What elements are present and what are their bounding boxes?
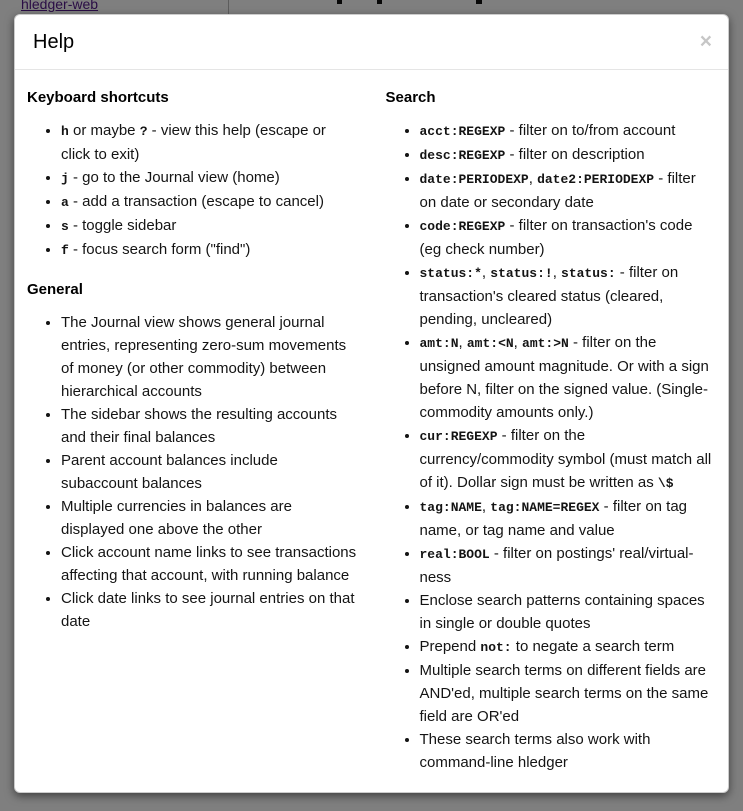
list-item: • The Journal view shows general journal entries, representing zero-sum movements of money (or other commodity) between hierarchical accounts xyxy=(61,311,358,403)
list-item: • Multiple search terms on different fields are AND'ed, multiple search terms on the same field are OR'ed xyxy=(420,659,717,728)
help-modal xyxy=(14,14,729,793)
list-item: • date:PERIODEXP, date2:PERIODEXP - filter on date or secondary date xyxy=(420,167,717,214)
list-item: • real:BOOL - filter on postings' real/virtual-ness xyxy=(420,542,717,589)
code-snippet: cur:REGEXP xyxy=(419,429,498,444)
bullet-list xyxy=(386,119,717,774)
modal-title: Help xyxy=(33,31,75,53)
left-column xyxy=(27,70,358,782)
list-item: • These search terms also work with command-line hledger xyxy=(420,728,717,774)
modal-header xyxy=(15,15,728,70)
list-item: • tag:NAME, tag:NAME=REGEX - filter on tag name, or tag name and value xyxy=(420,495,717,542)
code-snippet: desc:REGEXP xyxy=(419,148,506,163)
list-item: • Click account name links to see transactions affecting that account, with running balance xyxy=(61,541,358,587)
list-item: • amt:N, amt:<N, amt:>N - filter on the unsigned amount magnitude. Or with a sign before N, filter on the signed value. (Single-commodity amounts only.) xyxy=(420,331,717,424)
modal-body xyxy=(15,70,728,802)
list-item: • The sidebar shows the resulting accounts and their final balances xyxy=(61,403,358,449)
code-snippet: not: xyxy=(480,640,512,655)
list-item: • Prepend not: to negate a search term xyxy=(420,635,717,659)
section-heading: General xyxy=(27,281,83,298)
bullet-list xyxy=(27,311,358,633)
code-snippet: tag:NAME=REGEX xyxy=(490,500,600,515)
code-snippet: amt:<N xyxy=(466,336,514,351)
code-snippet: f xyxy=(61,243,69,258)
list-item: • s - toggle sidebar xyxy=(61,214,358,238)
list-item: • cur:REGEXP - filter on the currency/commodity symbol (must match all of it). Dollar sign must be written as \$ xyxy=(420,424,717,495)
code-snippet: h xyxy=(61,124,69,139)
code-snippet: \$ xyxy=(657,476,674,491)
code-snippet: real:BOOL xyxy=(419,547,490,562)
code-snippet: status:* xyxy=(419,266,482,281)
list-item: • code:REGEXP - filter on transaction's code (eg check number) xyxy=(420,214,717,261)
code-snippet: amt:N xyxy=(419,336,459,351)
code-snippet: status:! xyxy=(490,266,553,281)
list-item: • Enclose search patterns containing spaces in single or double quotes xyxy=(420,589,717,635)
code-snippet: date:PERIODEXP xyxy=(419,172,529,187)
code-snippet: code:REGEXP xyxy=(419,219,506,234)
code-snippet: acct:REGEXP xyxy=(419,124,506,139)
list-item: • Click date links to see journal entries on that date xyxy=(61,587,358,633)
section-heading: Search xyxy=(385,89,436,106)
code-snippet: s xyxy=(61,219,69,234)
list-item: • Multiple currencies in balances are displayed one above the other xyxy=(61,495,358,541)
section-heading: Keyboard shortcuts xyxy=(27,89,169,106)
list-item: • Parent account balances include subaccount balances xyxy=(61,449,358,495)
code-snippet: date2:PERIODEXP xyxy=(537,172,655,187)
list-item: • f - focus search form ("find") xyxy=(61,238,358,262)
list-item: • acct:REGEXP - filter on to/from account xyxy=(420,119,717,143)
list-item: • a - add a transaction (escape to cancel) xyxy=(61,190,358,214)
code-snippet: amt:>N xyxy=(522,336,569,351)
list-item: • h or maybe ? - view this help (escape or click to exit) xyxy=(61,119,358,166)
bullet-list xyxy=(27,119,358,262)
code-snippet: a xyxy=(61,195,69,210)
right-column xyxy=(386,70,717,782)
code-snippet: ? xyxy=(139,124,148,139)
close-icon[interactable]: × xyxy=(699,30,712,53)
code-snippet: j xyxy=(61,171,69,186)
code-snippet: status: xyxy=(561,266,616,281)
code-snippet: tag:NAME xyxy=(419,500,482,515)
list-item: • j - go to the Journal view (home) xyxy=(61,166,358,190)
list-item: • desc:REGEXP - filter on description xyxy=(420,143,717,167)
list-item: • status:*, status:!, status: - filter on transaction's cleared status (cleared, pending, uncleared) xyxy=(420,261,717,331)
